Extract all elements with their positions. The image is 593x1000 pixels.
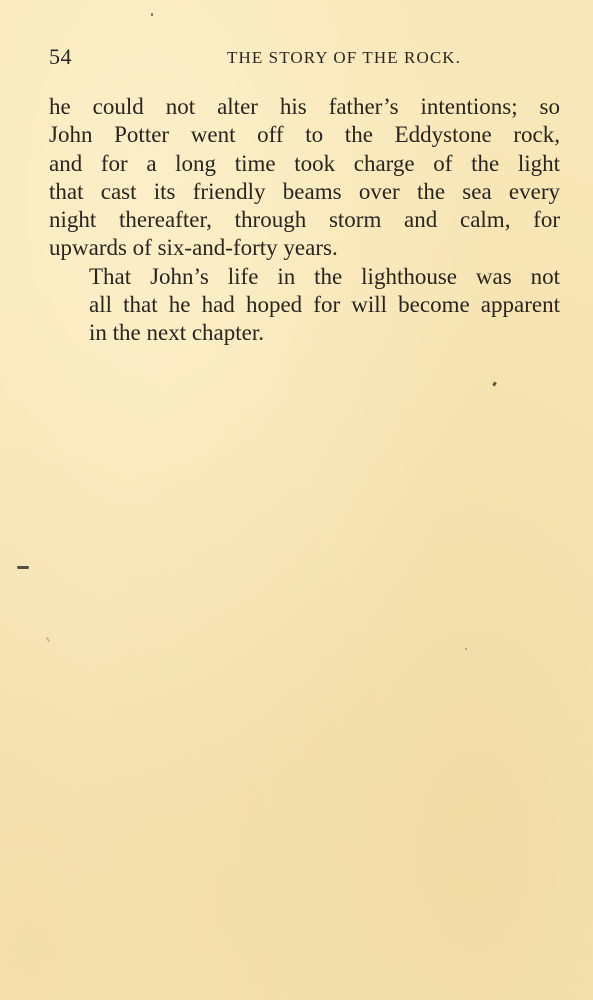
page-number: 54 bbox=[49, 44, 72, 69]
body-text bbox=[49, 93, 560, 348]
text-line: all that he had hoped for will become apparent bbox=[89, 292, 560, 318]
text-line: upwards of six-and-forty years. bbox=[49, 235, 338, 261]
ink-speck bbox=[465, 648, 467, 650]
paragraph bbox=[49, 263, 560, 348]
paragraph bbox=[49, 93, 560, 263]
text-line: night thereafter, through storm and calm, for bbox=[49, 207, 560, 233]
text-line: he could not alter his father’s intentions; so bbox=[49, 94, 560, 119]
text-line: that cast its friendly beams over the sea every bbox=[49, 178, 560, 204]
text-line: in the next chapter. bbox=[89, 320, 264, 346]
ink-speck bbox=[492, 382, 497, 387]
text-line: That John’s life in the lighthouse was not bbox=[89, 263, 560, 289]
running-head: THE STORY OF THE ROCK. bbox=[226, 48, 462, 67]
ink-smudge bbox=[17, 566, 29, 569]
ink-speck bbox=[151, 13, 153, 16]
text-line: and for a long time took charge of the light bbox=[49, 150, 560, 176]
ink-speck bbox=[46, 637, 50, 642]
text-line: John Potter went off to the Eddystone rock, bbox=[49, 122, 560, 148]
page-header bbox=[49, 44, 559, 74]
